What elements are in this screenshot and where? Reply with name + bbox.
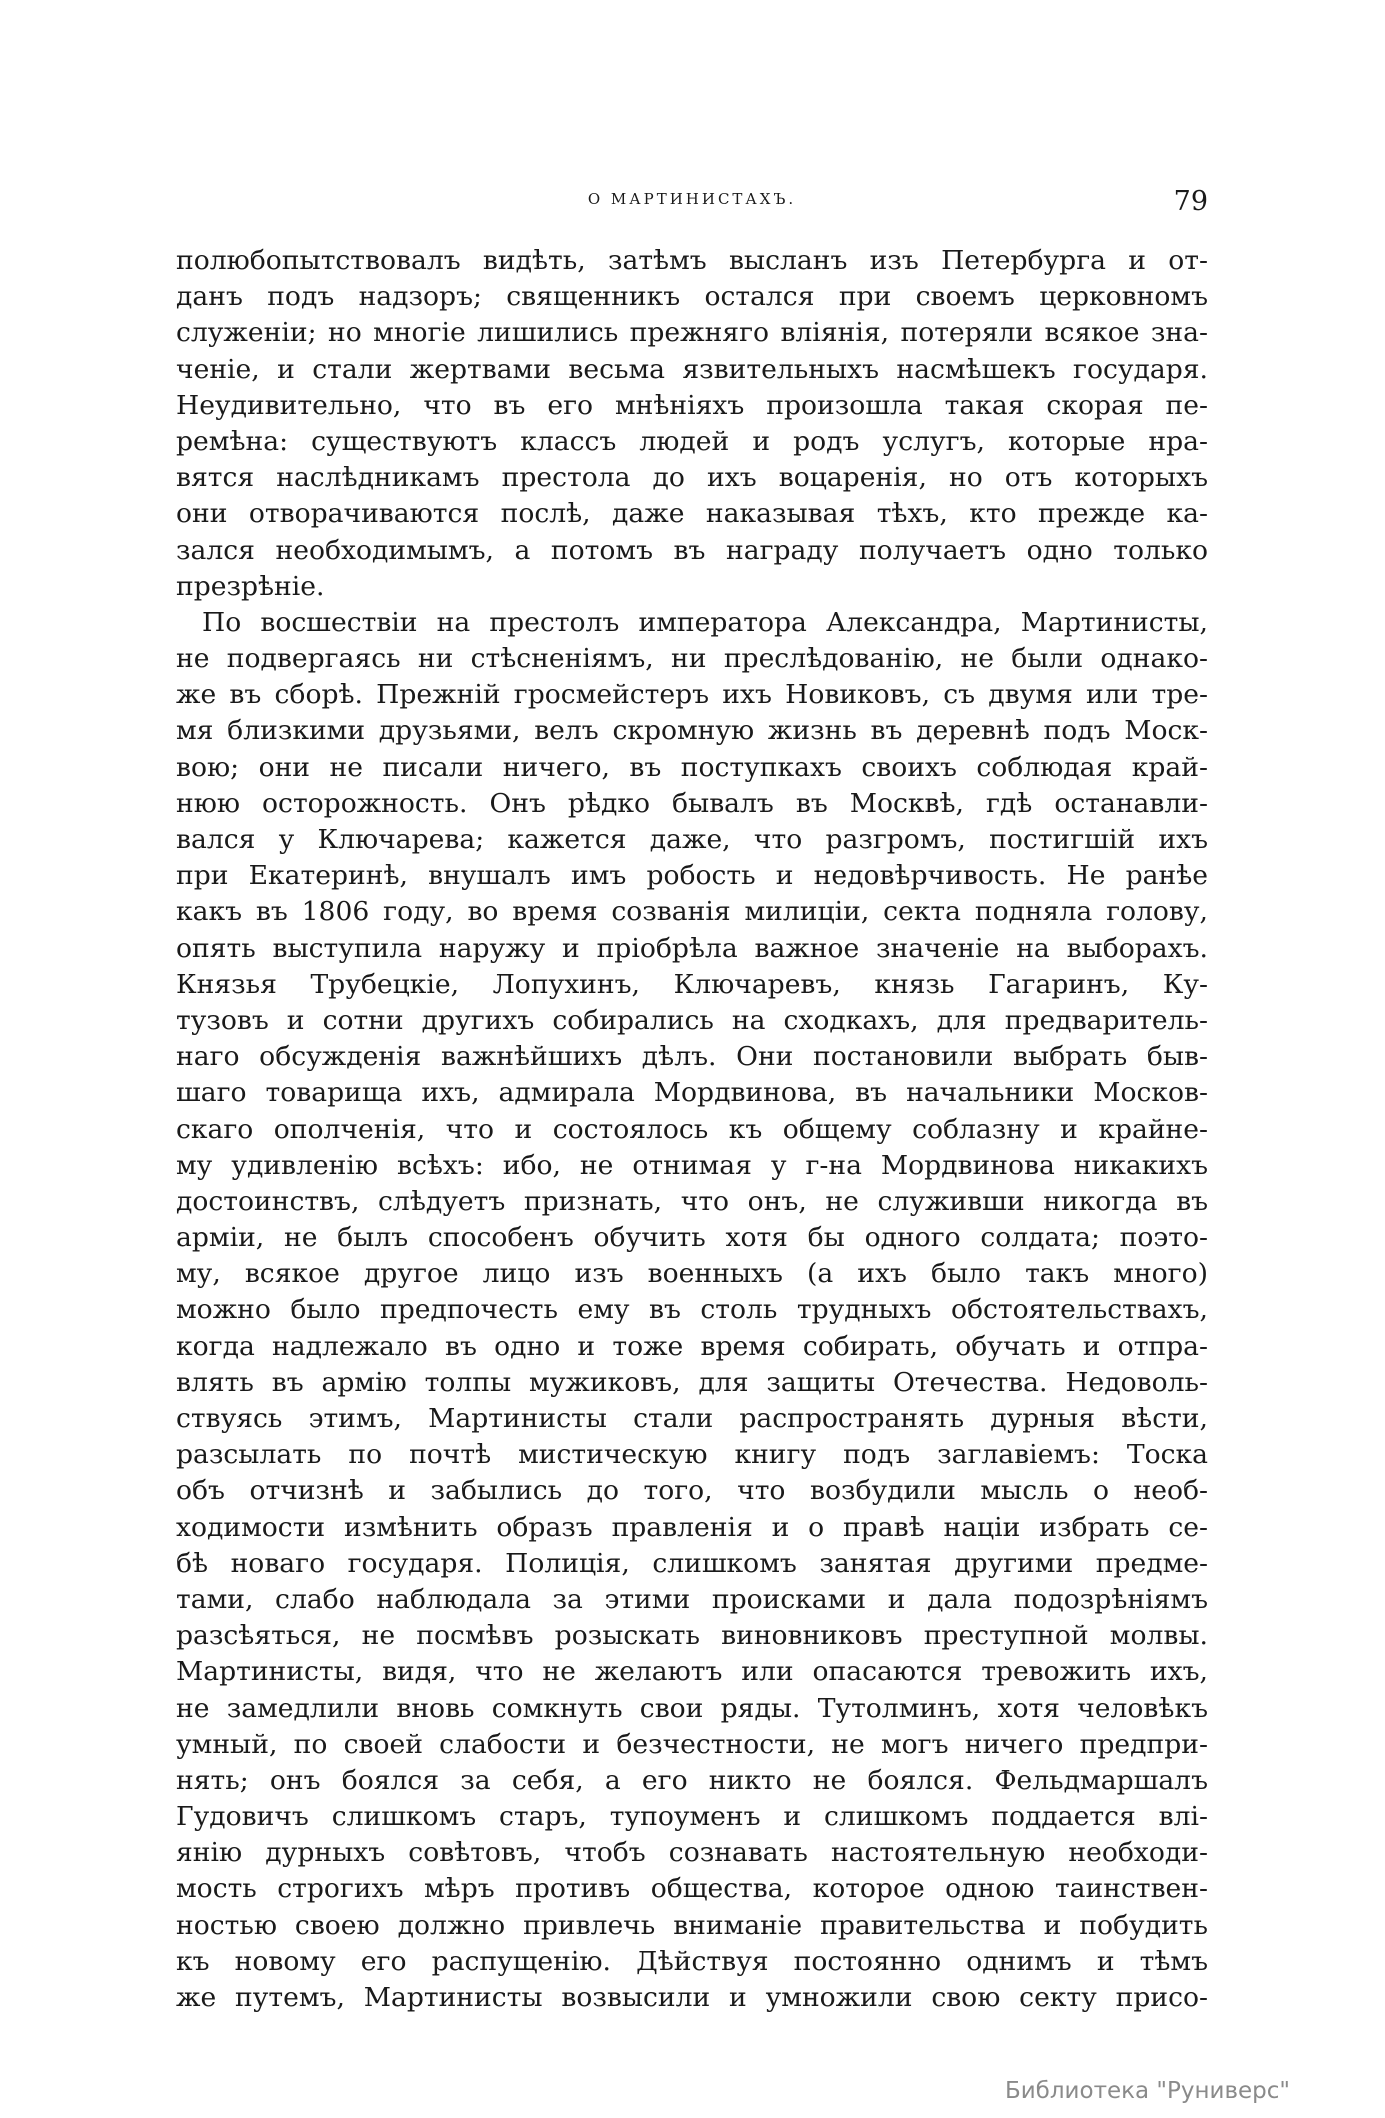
text-line: мость строгихъ мѣръ противъ общества, которое одною таинствен-	[176, 1873, 1208, 1905]
text-line: тами, слабо наблюдала за этими происками и дала подозрѣніямъ	[176, 1583, 1208, 1615]
text-line: когда надлежало въ одно и тоже время собирать, обучать и отпра-	[176, 1330, 1208, 1362]
text-line: Князья Трубецкіе, Лопухинъ, Ключаревъ, князь Гагаринъ, Ку-	[176, 968, 1208, 1000]
text-line: Неудивительно, что въ его мнѣніяхъ произошла такая скорая пе-	[176, 389, 1208, 421]
text-line: разсылать по почтѣ мистическую книгу подъ заглавіемъ: Тоска	[176, 1439, 1208, 1471]
text-line: скаго ополченія, что и состоялось къ общему соблазну и крайне-	[176, 1113, 1208, 1145]
text-line: наго обсужденія важнѣйшихъ дѣлъ. Они постановили выбрать быв-	[176, 1041, 1208, 1073]
text-line: шаго товарища ихъ, адмирала Мордвинова, въ начальники Москов-	[176, 1077, 1208, 1109]
text-line: По восшествіи на престолъ императора Александра, Мартинисты,	[202, 606, 1208, 638]
text-line: достоинствъ, слѣдуетъ признать, что онъ, не служивши никогда въ	[176, 1185, 1208, 1217]
text-line: опять выступила наружу и пріобрѣла важное значеніе на выборахъ.	[176, 932, 1208, 964]
text-line: ствуясь этимъ, Мартинисты стали распространять дурныя вѣсти,	[176, 1403, 1208, 1434]
text-line: нять; онъ боялся за себя, а его никто не боялся. Фельдмаршалъ	[176, 1764, 1208, 1796]
text-line: къ новому его распущенію. Дѣйствуя постоянно однимъ и тѣмъ	[176, 1945, 1208, 1977]
text-line: презрѣніе.	[176, 570, 325, 602]
text-line: зался необходимымъ, а потомъ въ награду получаетъ одно только	[176, 534, 1208, 566]
text-line: вою; они не писали ничего, въ поступкахъ своихъ соблюдая край-	[176, 751, 1208, 783]
text-line: ностью своею должно привлечь вниманіе правительства и побудить	[176, 1909, 1208, 1941]
text-line: ченіе, и стали жертвами весьма язвительныхъ насмѣшекъ государя.	[176, 353, 1208, 385]
text-line: полюбопытствовалъ видѣть, затѣмъ высланъ изъ Петербурга и от-	[176, 245, 1208, 276]
text-line: служеніи; но многіе лишились прежняго вліянія, потеряли всякое зна-	[176, 317, 1208, 349]
text-line: они отворачиваются послѣ, даже наказывая тѣхъ, кто прежде ка-	[176, 498, 1208, 530]
text-line: какъ въ 1806 году, во время созванія милиціи, секта подняла голову,	[176, 896, 1208, 928]
text-line: умный, по своей слабости и безчестности, не могъ ничего предпри-	[176, 1728, 1208, 1760]
text-line: му удивленію всѣхъ: ибо, не отнимая у г-на Мордвинова никакихъ	[176, 1149, 1208, 1181]
text-line: разсѣяться, не посмѣвъ розыскать виновниковъ преступной молвы.	[176, 1620, 1208, 1652]
text-line: му, всякое другое лицо изъ военныхъ (а ихъ было такъ много)	[176, 1258, 1208, 1290]
text-line: тузовъ и сотни другихъ собирались на сходкахъ, для предваритель-	[176, 1004, 1208, 1036]
text-line: ремѣна: существуютъ классъ людей и родъ услугъ, которые нра-	[176, 425, 1208, 457]
text-line: данъ подъ надзоръ; священникъ остался при своемъ церковномъ	[176, 281, 1208, 313]
running-header	[176, 186, 1208, 222]
text-line: объ отчизнѣ и забылись до того, что возбудили мысль о необ-	[176, 1475, 1208, 1507]
library-watermark: Библиотека "Руниверс"	[1004, 2078, 1290, 2104]
text-line: Мартинисты, видя, что не желаютъ или опасаются тревожить ихъ,	[176, 1656, 1208, 1688]
text-line: же въ сборѣ. Прежній гросмейстеръ ихъ Новиковъ, съ двумя или тре-	[176, 679, 1208, 711]
page-number: 79	[1173, 186, 1208, 217]
text-line: влять въ армію толпы мужиковъ, для защиты Отечества. Недоволь-	[176, 1366, 1208, 1398]
body-text	[176, 243, 1208, 2016]
text-line: же путемъ, Мартинисты возвысили и умножили свою секту присо-	[176, 1982, 1208, 2013]
text-line: при Екатеринѣ, внушалъ имъ робость и недовѣрчивость. Не ранѣе	[176, 860, 1208, 892]
text-line: не замедлили вновь сомкнуть свои ряды. Тутолминъ, хотя человѣкъ	[176, 1692, 1208, 1724]
text-line: янію дурныхъ совѣтовъ, чтобъ сознавать настоятельную необходи-	[176, 1837, 1208, 1869]
text-line: вятся наслѣдникамъ престола до ихъ воцаренія, но отъ которыхъ	[176, 462, 1208, 494]
text-line: можно было предпочесть ему въ столь трудныхъ обстоятельствахъ,	[176, 1294, 1208, 1326]
running-title: О МАРТИНИСТАХЪ.	[587, 190, 797, 208]
text-line: бѣ новаго государя. Полиція, слишкомъ занятая другими предме-	[176, 1547, 1208, 1579]
text-line: арміи, не былъ способенъ обучить хотя бы одного солдата; поэто-	[176, 1222, 1208, 1254]
text-line: Гудовичъ слишкомъ старъ, тупоуменъ и слишкомъ поддается влі-	[176, 1801, 1208, 1833]
text-line: не подвергаясь ни стѣсненіямъ, ни преслѣдованію, не были однако-	[176, 643, 1208, 675]
text-line: вался у Ключарева; кажется даже, что разгромъ, постигшій ихъ	[176, 824, 1208, 855]
text-line: мя близкими друзьями, велъ скромную жизнь въ деревнѣ подъ Моск-	[176, 715, 1208, 747]
text-line: ходимости измѣнить образъ правленія и о правѣ націи избрать се-	[176, 1511, 1208, 1543]
text-line: нюю осторожность. Онъ рѣдко бывалъ въ Москвѣ, гдѣ останавли-	[176, 787, 1208, 819]
